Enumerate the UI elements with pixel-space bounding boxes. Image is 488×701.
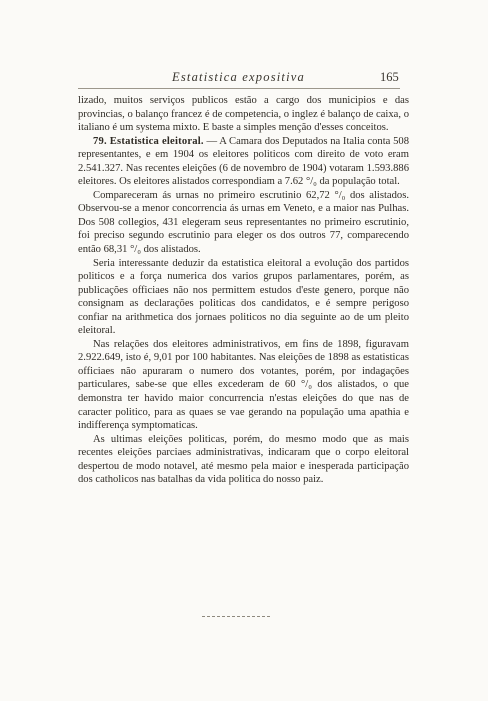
running-title: Estatistica expositiva <box>172 70 305 84</box>
section-end-rule <box>202 616 270 617</box>
section-heading: 79. Estatistica eleitoral. <box>93 135 204 147</box>
paragraph-recent-elections: As ultimas eleições politicas, porém, do mesmo modo que as mais recentes eleições parciaes administrativas, indicaram que o corpo eleitoral despertou de modo notavel, até mesmo pela maior e inesperada participação dos catholicos nas batalhas da vida politica do nosso paiz. <box>78 433 409 486</box>
paragraph-parties: Seria interessante deduzir da estatistica eleitoral a evolução dos partidos politicos e a força numerica dos varios grupos parlamentares, porém, as publicações officiaes não nos permittem estudos d'este genero, porque não consignam as declarações politicas dos candidatos, e é sempre perigoso confiar na arithmetica dos jornaes politicos no dia seguinte ao de um pleito eleitoral. <box>78 257 409 337</box>
section-79-text: — A Camara dos Deputados na Italia conta 508 representantes, e em 1904 os eleitores politicos com direito de voto eram 2.541.327. Nas recentes eleições (6 de novembro de 1904) votaram 1.593.886 eleitores. Os eleitores alistados correspondiam a 7.62 °/₀ da população total. <box>78 135 410 188</box>
paragraph-administrative: Nas relações dos eleitores administrativos, em fins de 1898, figuravam 2.922.649, isto é, 9,01 por 100 habitantes. Nas eleições de 1898 as estatisticas officiaes não apuraram o numero dos votantes, porém, por indagações particulares, sabe-se que elles excederam de 60 °/₀ dos alistados, o que demonstra ter havido maior concurrencia n'estas eleições do que nas de caracter politico, para as quaes se vae gerando na população uma apathia e indifferença symptomaticas. <box>78 338 409 432</box>
header-rule <box>78 88 400 89</box>
page-number: 165 <box>380 70 399 84</box>
paragraph-section-79 <box>78 135 409 189</box>
running-header <box>0 70 488 88</box>
paragraph-turnout: Compareceram ás urnas no primeiro escrutinio 62,72 °/₀ dos alistados. Observou-se a menor concorrencia ás urnas em Veneto, e a maior nas Pulhas. Dos 508 collegios, 431 elegeram seus representantes no primeiro escrutinio, foi preciso segundo escrutinio para eleger os dos outros 77, comparecendo então 68,31 °/₀ dos alistados. <box>78 189 409 256</box>
paragraph-continuation: lizado, muitos serviços publicos estão a cargo dos municipios e das provincias, o balanço francez é de competencia, o inglez é balanço de caixa, o italiano é um systema mixto. E baste a simples menção d'esses conceitos. <box>78 95 409 134</box>
body-text <box>78 94 409 487</box>
